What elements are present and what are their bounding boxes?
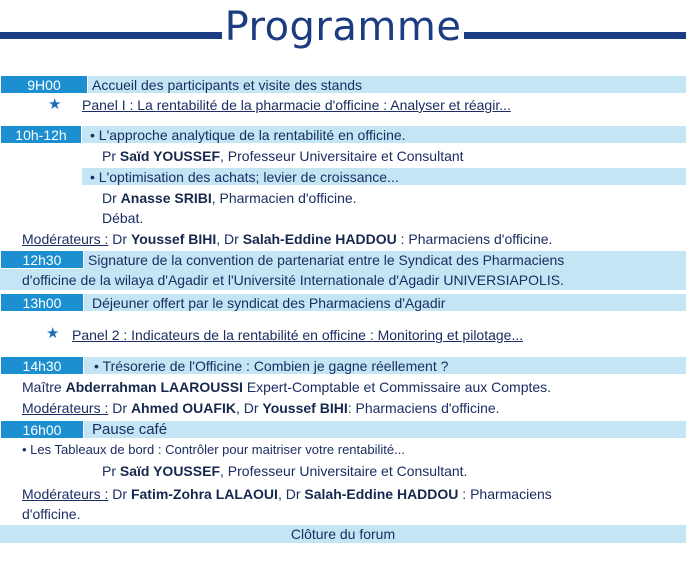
row-text: d'officine de la wilaya d'Agadir et l'Université Internationale d'Agadir UNIVERSIAPOLIS. xyxy=(22,272,564,288)
speaker-name: Saïd YOUSSEF xyxy=(119,463,220,479)
text-part: : Pharmaciens d'officine. xyxy=(347,400,500,416)
panel-title: Panel I : La rentabilité de la pharmacie d'officine : Analyser et réagir... xyxy=(82,97,511,113)
speaker-line xyxy=(102,189,357,207)
text-part: : Pharmaciens xyxy=(458,486,552,502)
moderator-name: Ahmed OUAFIK xyxy=(130,400,236,416)
row-text: Accueil des participants et visite des stands xyxy=(92,77,363,93)
time-tag: 10h-12h xyxy=(0,125,82,144)
text-part: Dr xyxy=(108,486,131,502)
time-tag: 16h00 xyxy=(0,420,84,439)
speaker-role: , Professeur Universitaire et Consultant xyxy=(220,148,464,164)
speaker-role: , Professeur Universitaire et Consultant. xyxy=(220,463,468,479)
moderators-label: Modérateurs : xyxy=(22,486,109,502)
row-text: • L'optimisation des achats; levier de croissance... xyxy=(90,169,399,185)
moderator-name: Youssef BIHI xyxy=(130,231,217,247)
moderator-name: Salah-Eddine HADDOU xyxy=(304,486,459,502)
star-icon: ★ xyxy=(46,325,60,342)
moderator-name: Salah-Eddine HADDOU xyxy=(242,231,397,247)
speaker-line xyxy=(102,147,464,165)
text-part: , Dr xyxy=(277,486,305,502)
moderators-line xyxy=(22,485,552,503)
speaker-name: Saïd YOUSSEF xyxy=(119,148,220,164)
speaker-role: , Pharmacien d'officine. xyxy=(211,190,357,206)
row-text: • Les Tableaux de bord : Contrôler pour maitriser votre rentabilité... xyxy=(22,442,405,457)
row-text: Pause café xyxy=(92,421,168,438)
text-part: Dr xyxy=(108,231,131,247)
speaker-prefix: Dr xyxy=(102,190,121,206)
debate-text: Débat. xyxy=(102,210,144,226)
star-icon: ★ xyxy=(48,96,62,113)
text-part: Dr xyxy=(108,400,131,416)
moderator-name: Fatim-Zohra LALAOUI xyxy=(130,486,278,502)
moderators-label: Modérateurs : xyxy=(22,400,109,416)
time-tag: 12h30 xyxy=(0,250,84,269)
speaker-name: Abderrahman LAAROUSSI xyxy=(65,379,243,395)
moderators-label: Modérateurs : xyxy=(22,231,109,247)
moderators-line xyxy=(22,230,552,248)
speaker-line xyxy=(102,462,467,480)
moderator-name: Youssef BIHI xyxy=(262,400,348,416)
time-tag: 14h30 xyxy=(0,356,84,375)
closing-text: Clôture du forum xyxy=(290,526,396,542)
moderators-line-cont: d'officine. xyxy=(22,506,81,522)
row-text: Signature de la convention de partenariat entre le Syndicat des Pharmaciens xyxy=(88,252,565,268)
speaker-name: Anasse SRIBI xyxy=(120,190,212,206)
panel-title: Panel 2 : Indicateurs de la rentabilité en officine : Monitoring et pilotage... xyxy=(72,327,524,343)
text-part: , Dr xyxy=(235,400,263,416)
speaker-prefix: Pr xyxy=(102,148,120,164)
row-text: Déjeuner offert par le syndicat des Pharmaciens d'Agadir xyxy=(92,295,446,311)
page-title: Programme xyxy=(224,4,462,50)
row-text: • Trésorerie de l'Officine : Combien je gagne réellement ? xyxy=(94,358,449,374)
speaker-prefix: Maître xyxy=(22,379,66,395)
speaker-prefix: Pr xyxy=(102,463,120,479)
text-part: , Dr xyxy=(216,231,243,247)
speaker-line xyxy=(22,378,551,396)
time-tag: 13h00 xyxy=(0,293,84,312)
time-tag: 9H00 xyxy=(0,75,88,94)
speaker-role: Expert-Comptable et Commissaire aux Comptes. xyxy=(242,379,552,395)
row-text: • L'approche analytique de la rentabilité en officine. xyxy=(90,127,406,143)
moderators-line xyxy=(22,399,500,417)
text-part: : Pharmaciens d'officine. xyxy=(396,231,553,247)
